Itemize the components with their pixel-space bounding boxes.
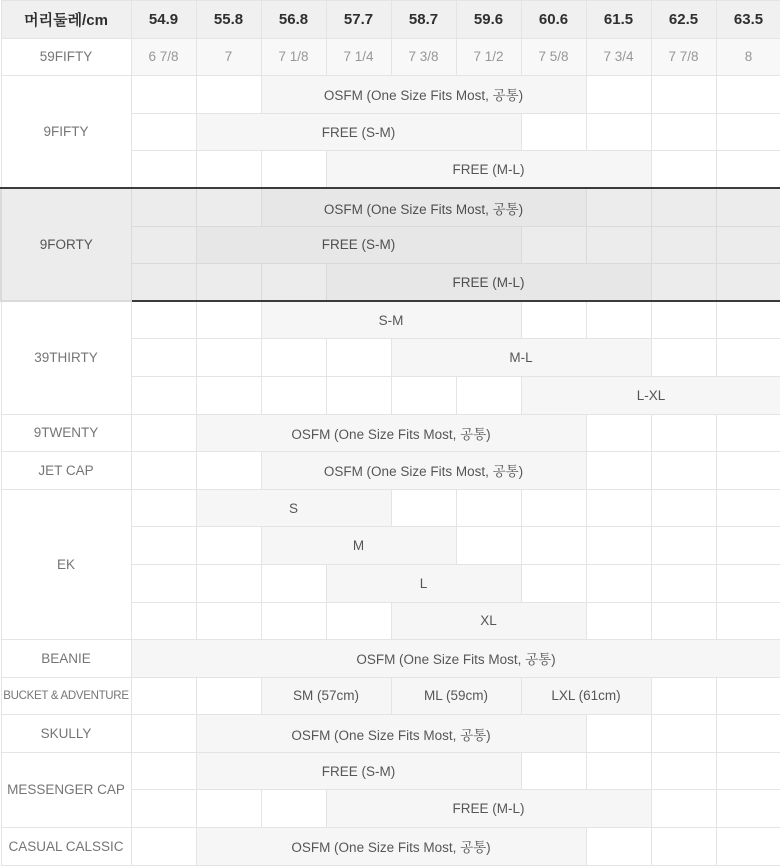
empty-cell — [586, 602, 651, 640]
size-span-free-ml: FREE (M-L) — [326, 264, 651, 302]
empty-cell — [261, 564, 326, 602]
row-9twenty — [1, 414, 780, 452]
empty-cell — [586, 301, 651, 339]
empty-cell — [586, 828, 651, 866]
size-span-sm: S-M — [261, 301, 521, 339]
empty-cell — [131, 301, 196, 339]
size-span-lxl: L-XL — [521, 376, 780, 414]
size-span-osfm: OSFM (One Size Fits Most, 공통) — [261, 76, 586, 114]
empty-cell — [131, 602, 196, 640]
empty-cell — [586, 527, 651, 565]
empty-cell — [196, 677, 261, 715]
empty-cell — [326, 339, 391, 377]
empty-cell — [131, 414, 196, 452]
empty-cell — [716, 264, 780, 302]
empty-cell — [196, 76, 261, 114]
empty-cell — [651, 226, 716, 264]
size-span-osfm: OSFM (One Size Fits Most, 공통) — [196, 715, 586, 753]
row-bucket-adventure — [1, 677, 780, 715]
empty-cell — [521, 301, 586, 339]
row-9forty-osfm-highlighted — [1, 188, 780, 226]
row-59fifty — [1, 38, 780, 76]
empty-cell — [586, 414, 651, 452]
empty-cell — [716, 113, 780, 151]
empty-cell — [196, 188, 261, 226]
row-label-39thirty: 39THIRTY — [1, 301, 131, 414]
size-span-ml-59cm: ML (59cm) — [391, 677, 521, 715]
size-span-osfm: OSFM (One Size Fits Most, 공통) — [261, 188, 586, 226]
empty-cell — [716, 301, 780, 339]
size-span-s: S — [196, 489, 391, 527]
empty-cell — [651, 113, 716, 151]
empty-cell — [651, 264, 716, 302]
empty-cell — [131, 752, 196, 790]
size-span-l: L — [326, 564, 521, 602]
empty-cell — [716, 339, 780, 377]
row-ek-s — [1, 489, 780, 527]
empty-cell — [586, 452, 651, 490]
empty-cell — [716, 226, 780, 264]
empty-cell — [586, 752, 651, 790]
row-39thirty-sm — [1, 301, 780, 339]
empty-cell — [131, 564, 196, 602]
empty-cell — [131, 715, 196, 753]
row-label-casual-classic: CASUAL CALSSIC — [1, 828, 131, 866]
header-row — [1, 1, 780, 39]
empty-cell — [716, 414, 780, 452]
empty-cell — [586, 188, 651, 226]
empty-cell — [716, 677, 780, 715]
row-9fifty-osfm — [1, 76, 780, 114]
size-span-osfm: OSFM (One Size Fits Most, 공통) — [261, 452, 586, 490]
empty-cell — [131, 527, 196, 565]
row-label-skully: SKULLY — [1, 715, 131, 753]
empty-cell — [131, 76, 196, 114]
empty-cell — [456, 489, 521, 527]
empty-cell — [326, 376, 391, 414]
size-span-osfm: OSFM (One Size Fits Most, 공통) — [196, 414, 586, 452]
size-span-osfm: OSFM (One Size Fits Most, 공통) — [131, 640, 780, 678]
empty-cell — [261, 376, 326, 414]
empty-cell — [521, 226, 586, 264]
size-value: 7 1/2 — [456, 38, 521, 76]
empty-cell — [131, 264, 196, 302]
size-value: 7 5/8 — [521, 38, 586, 76]
size-span-free-sm: FREE (S-M) — [196, 752, 521, 790]
empty-cell — [521, 489, 586, 527]
row-label-9forty: 9FORTY — [1, 188, 131, 301]
header-circumference: 58.7 — [391, 1, 456, 39]
size-value: 7 1/8 — [261, 38, 326, 76]
empty-cell — [651, 527, 716, 565]
empty-cell — [131, 188, 196, 226]
empty-cell — [651, 752, 716, 790]
size-value: 7 3/4 — [586, 38, 651, 76]
header-circumference: 54.9 — [131, 1, 196, 39]
header-circumference: 62.5 — [651, 1, 716, 39]
size-value: 7 — [196, 38, 261, 76]
row-label-9twenty: 9TWENTY — [1, 414, 131, 452]
empty-cell — [651, 677, 716, 715]
size-span-xl: XL — [391, 602, 586, 640]
size-span-free-ml: FREE (M-L) — [326, 151, 651, 189]
row-jet-cap — [1, 452, 780, 490]
header-unit-label: 머리둘레/cm — [1, 1, 131, 39]
empty-cell — [196, 602, 261, 640]
empty-cell — [131, 790, 196, 828]
header-circumference: 57.7 — [326, 1, 391, 39]
empty-cell — [651, 715, 716, 753]
size-span-m: M — [261, 527, 456, 565]
header-circumference: 60.6 — [521, 1, 586, 39]
empty-cell — [131, 452, 196, 490]
empty-cell — [716, 564, 780, 602]
size-value: 6 7/8 — [131, 38, 196, 76]
empty-cell — [651, 339, 716, 377]
empty-cell — [716, 188, 780, 226]
empty-cell — [586, 76, 651, 114]
empty-cell — [651, 790, 716, 828]
empty-cell — [261, 151, 326, 189]
row-label-ek: EK — [1, 489, 131, 639]
empty-cell — [521, 564, 586, 602]
empty-cell — [261, 790, 326, 828]
empty-cell — [586, 564, 651, 602]
empty-cell — [716, 489, 780, 527]
empty-cell — [716, 602, 780, 640]
empty-cell — [131, 339, 196, 377]
empty-cell — [196, 527, 261, 565]
empty-cell — [651, 828, 716, 866]
empty-cell — [261, 339, 326, 377]
empty-cell — [716, 527, 780, 565]
size-value: 8 — [716, 38, 780, 76]
empty-cell — [131, 113, 196, 151]
empty-cell — [651, 602, 716, 640]
empty-cell — [586, 489, 651, 527]
row-label-59fifty: 59FIFTY — [1, 38, 131, 76]
empty-cell — [456, 376, 521, 414]
empty-cell — [716, 76, 780, 114]
size-span-free-sm: FREE (S-M) — [196, 226, 521, 264]
empty-cell — [131, 226, 196, 264]
empty-cell — [651, 188, 716, 226]
empty-cell — [716, 828, 780, 866]
empty-cell — [131, 828, 196, 866]
empty-cell — [586, 113, 651, 151]
empty-cell — [521, 527, 586, 565]
row-label-messenger-cap: MESSENGER CAP — [1, 752, 131, 827]
empty-cell — [651, 76, 716, 114]
size-value: 7 7/8 — [651, 38, 716, 76]
size-span-ml: M-L — [391, 339, 651, 377]
size-span-free-sm: FREE (S-M) — [196, 113, 521, 151]
row-skully — [1, 715, 780, 753]
empty-cell — [716, 715, 780, 753]
size-value: 7 1/4 — [326, 38, 391, 76]
row-label-beanie: BEANIE — [1, 640, 131, 678]
empty-cell — [651, 564, 716, 602]
empty-cell — [586, 226, 651, 264]
size-span-osfm: OSFM (One Size Fits Most, 공통) — [196, 828, 586, 866]
header-circumference: 61.5 — [586, 1, 651, 39]
header-circumference: 59.6 — [456, 1, 521, 39]
empty-cell — [196, 564, 261, 602]
row-beanie — [1, 640, 780, 678]
empty-cell — [131, 151, 196, 189]
row-label-bucket-adventure: BUCKET & ADVENTURE — [1, 677, 131, 715]
size-span-free-ml: FREE (M-L) — [326, 790, 651, 828]
row-label-jet-cap: JET CAP — [1, 452, 131, 490]
header-circumference: 63.5 — [716, 1, 780, 39]
empty-cell — [521, 752, 586, 790]
size-value: 7 3/8 — [391, 38, 456, 76]
empty-cell — [261, 264, 326, 302]
empty-cell — [131, 489, 196, 527]
empty-cell — [651, 151, 716, 189]
empty-cell — [391, 376, 456, 414]
empty-cell — [651, 452, 716, 490]
header-circumference: 56.8 — [261, 1, 326, 39]
empty-cell — [196, 264, 261, 302]
empty-cell — [261, 602, 326, 640]
row-messenger-free-sm — [1, 752, 780, 790]
empty-cell — [651, 301, 716, 339]
empty-cell — [716, 452, 780, 490]
empty-cell — [196, 376, 261, 414]
empty-cell — [196, 301, 261, 339]
empty-cell — [326, 602, 391, 640]
empty-cell — [196, 151, 261, 189]
empty-cell — [131, 677, 196, 715]
empty-cell — [391, 489, 456, 527]
empty-cell — [716, 752, 780, 790]
size-span-sm-57cm: SM (57cm) — [261, 677, 391, 715]
empty-cell — [586, 715, 651, 753]
empty-cell — [131, 376, 196, 414]
empty-cell — [456, 527, 521, 565]
header-circumference: 55.8 — [196, 1, 261, 39]
row-label-9fifty: 9FIFTY — [1, 76, 131, 189]
empty-cell — [521, 113, 586, 151]
size-span-lxl-61cm: LXL (61cm) — [521, 677, 651, 715]
empty-cell — [196, 339, 261, 377]
row-casual-classic — [1, 828, 780, 866]
empty-cell — [651, 414, 716, 452]
empty-cell — [651, 489, 716, 527]
empty-cell — [716, 151, 780, 189]
empty-cell — [716, 790, 780, 828]
empty-cell — [196, 452, 261, 490]
empty-cell — [196, 790, 261, 828]
